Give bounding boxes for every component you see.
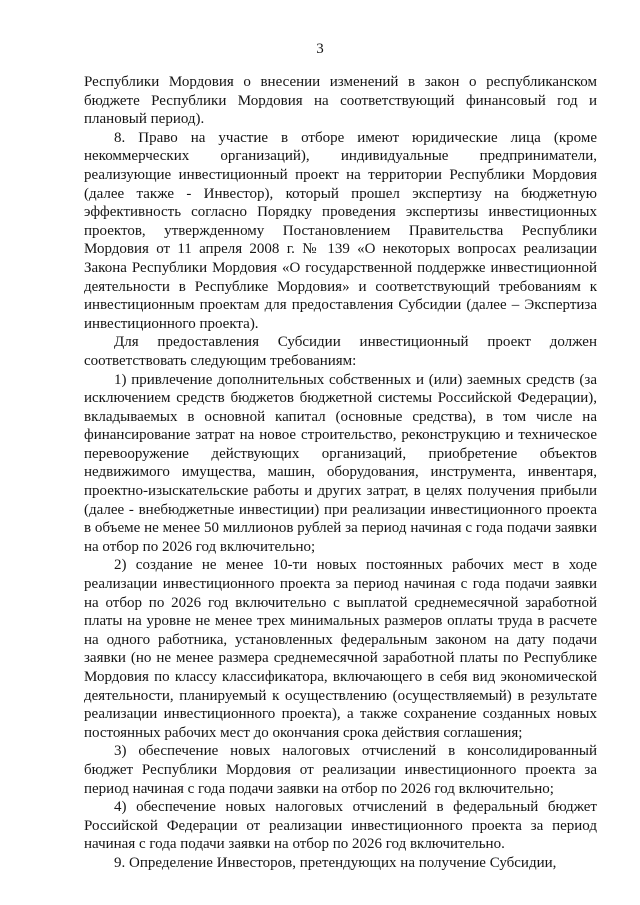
paragraph-requirement-1: 1) привлечение дополнительных собственных и (или) заемных средств (за исключением средств бюджетов бюджетной системы Российской Федерации), вкладываемых в основной капитал (основные средства), в том числе на финансирование затрат на новое строительство, реконструкцию и техническое перевооружение действующих организаций, приобретение объектов недвижимого имущества, машин, оборудования, инструмента, инвентаря, проектно-изыскательские работы и других затрат, в целях получения прибыли (далее - внебюджетные инвестиции) при реализации инвестиционного проекта в объеме не менее 50 миллионов рублей за период начиная с года подачи заявки на отбор по 2026 год включительно; [84, 371, 597, 555]
paragraph-requirements-intro: Для предоставления Субсидии инвестиционный проект должен соответствовать следующим требованиям: [84, 334, 597, 369]
paragraph-clause-8: 8. Право на участие в отборе имеют юридические лица (кроме некоммерческих организаций), индивидуальные предприниматели, реализующие инвестиционный проект на территории Республики Мордовия (далее также - Инвестор), который прошел экспертизу на бюджетную эффективность согласно Порядку проведения экспертизы инвестиционных проектов, утвержденному Постановлением Правительства Республики Мордовия от 11 апреля 2008 г. № 139 «О некоторых вопросах реализации Закона Республики Мордовия «О государственной поддержке инвестиционной деятельности в Республике Мордовия» и соответствующий требованиям к инвестиционным проектам для предоставления Субсидии (далее – Экспертиза инвестиционного проекта). [84, 129, 597, 332]
page-number: 3 [316, 41, 324, 57]
paragraph-requirement-4: 4) обеспечение новых налоговых отчислений в федеральный бюджет Российской Федерации от реализации инвестиционного проекта за период начиная с года подачи заявки на отбор по 2026 год включительно. [84, 799, 597, 853]
paragraph-requirement-3: 3) обеспечение новых налоговых отчислений в консолидированный бюджет Республики Мордовия от реализации инвестиционного проекта за период начиная с года подачи заявки на отбор по 2026 год включительно; [84, 743, 597, 797]
paragraph-clause-9: 9. Определение Инвесторов, претендующих на получение Субсидии, [114, 854, 557, 871]
paragraph-requirement-2: 2) создание не менее 10-ти новых постоянных рабочих мест в ходе реализации инвестиционного проекта за период начиная с года подачи заявки на отбор по 2026 год включительно с выплатой среднемесячной заработной платы на уровне не менее трех минимальных размеров оплаты труда в расчете на одного работника, установленных федеральным законом на дату подачи заявки (но не менее размера среднемесячной заработной платы по Республике Мордовия по классу классификатора, включающего в себя вид экономической деятельности, планируемый к осуществлению (осуществляемый) в результате реализации инвестиционного проекта), а также сохранение созданных новых постоянных рабочих мест до окончания срока действия соглашения; [84, 557, 597, 741]
paragraph-budget-continuation: Республики Мордовия о внесении изменений в закон о республиканском бюджете Республики Мордовия на соответствующий финансовый год и плановый период). [84, 74, 597, 128]
document-body [84, 73, 597, 873]
